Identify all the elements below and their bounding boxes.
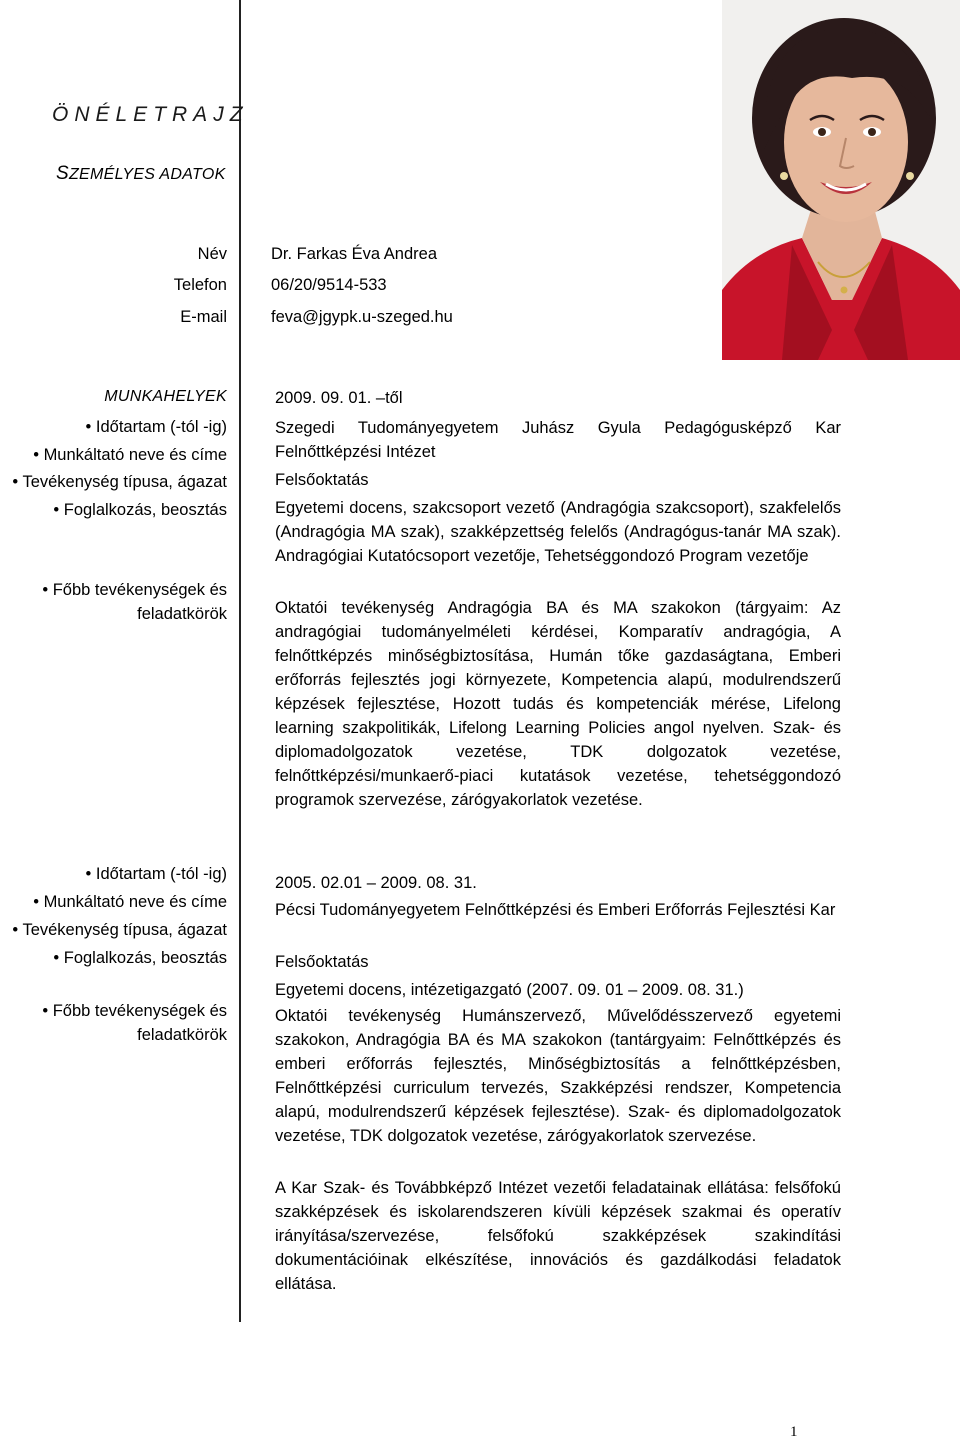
- job2-activity-label: • Tevékenység típusa, ágazat: [12, 921, 227, 939]
- phone-value: 06/20/9514-533: [271, 276, 387, 294]
- job1-position-label: • Foglalkozás, beosztás: [53, 501, 227, 519]
- email-value[interactable]: feva@jgypk.u-szeged.hu: [271, 308, 453, 326]
- portrait-photo: [722, 0, 960, 360]
- job1-employer-label: • Munkáltató neve és címe: [33, 446, 227, 464]
- vertical-divider: [239, 0, 241, 1322]
- document-title: ÖNÉLETRAJZ: [52, 103, 249, 126]
- job1-tasks-label-2: feladatkörök: [137, 605, 227, 623]
- workplaces-section-heading: MUNKAHELYEK: [104, 388, 227, 405]
- job2-tasks-label-1: • Főbb tevékenységek és: [42, 1002, 227, 1020]
- phone-label: Telefon: [173, 276, 227, 294]
- job1-duration-label: • Időtartam (-tól -ig): [85, 418, 227, 436]
- job1-employer: Szegedi Tudományegyetem Juhász Gyula Pedagógusképző Kar Felnőttképzési Intézet: [275, 419, 841, 461]
- job2-duration-label: • Időtartam (-tól -ig): [85, 865, 227, 883]
- job2-tasks: Oktatói tevékenység Humánszervező, Művelődésszervező egyetemi szakokon, Andragógia BA és MA szakokon (tantárgyaim: Felnőttképzés és emberi erőforrás fejlesztés, Minőségbiztosítás a felnőttképzésben, Felnőttképzési curriculum tervezés, Szakképzési rendszer, Kompetencia alapú, modulrendszerű képzések fejlesztése). Szak- és diplomadolgozatok vezetése, TDK dolgozatok vezetése, zárógyakorlatok szervezése.: [275, 1007, 841, 1145]
- job2-duration: 2005. 02.01 – 2009. 08. 31.: [275, 874, 477, 892]
- job2-position-label: • Foglalkozás, beosztás: [53, 949, 227, 967]
- name-label: Név: [197, 245, 227, 263]
- personal-section-heading: [56, 163, 226, 185]
- email-label: E-mail: [180, 308, 227, 326]
- page-number: 1: [790, 1424, 798, 1440]
- job2-employer: Pécsi Tudományegyetem Felnőttképzési és Emberi Erőforrás Fejlesztési Kar: [275, 901, 836, 919]
- job1-tasks: Oktatói tevékenység Andragógia BA és MA szakokon (tárgyaim: Az andragógiai tudományelméleti kérdései, Komparatív andragógia, A felnőttképzés minőségbiztosítása, Humán tőke gazdaságtana, Emberi erőforrás fejlesztés jogi környezete, Kompetencia alapú, modulrendszerű képzések fejlesztése, Hozott tudás és kompetenciák mérése, Lifelong learning szakpolitikák, Lifelong Learning Policies angol nyelven. Szak- és diplomadolgozatok vezetése, TDK dolgozatok vezetése, felnőttképzési/munkaerő-piaci kutatások vezetése, tehetséggondozó programok szervezése, zárógyakorlatok vezetése.: [275, 599, 841, 809]
- job1-activity-label: • Tevékenység típusa, ágazat: [12, 473, 227, 491]
- job1-activity: Felsőoktatás: [275, 471, 369, 489]
- job2-position: Egyetemi docens, intézetigazgató (2007. 09. 01 – 2009. 08. 31.): [275, 981, 744, 999]
- job2-employer-label: • Munkáltató neve és címe: [33, 893, 227, 911]
- job2-activity: Felsőoktatás: [275, 953, 369, 971]
- name-value: Dr. Farkas Éva Andrea: [271, 245, 437, 263]
- personal-section-initial: S: [56, 163, 69, 184]
- personal-section-rest: ZEMÉLYES ADATOK: [68, 166, 226, 183]
- job1-duration: 2009. 09. 01. –től: [275, 389, 403, 407]
- job2-tasks-label-2: feladatkörök: [137, 1026, 227, 1044]
- job1-position: Egyetemi docens, szakcsoport vezető (Andragógia szakcsoport), szakfelelős (Andragógia MA szak), szakképzettség felelős (Andragógus-tanár MA szak). Andragógiai Kutatócsoport vezetője, Tehetséggondozó Program vezetője: [275, 499, 841, 565]
- job2-extra-duties: A Kar Szak- és Továbbképző Intézet vezetői feladatainak ellátása: felsőfokú szakképzések és iskolarendszeren kívüli képzések szakmai és operatív irányítása/szervezése, felsőfokú szakképzések szakindítási dokumentációinak elkészítése, innovációs és gazdálkodási feladatok ellátása.: [275, 1179, 841, 1293]
- job1-tasks-label-1: • Főbb tevékenységek és: [42, 581, 227, 599]
